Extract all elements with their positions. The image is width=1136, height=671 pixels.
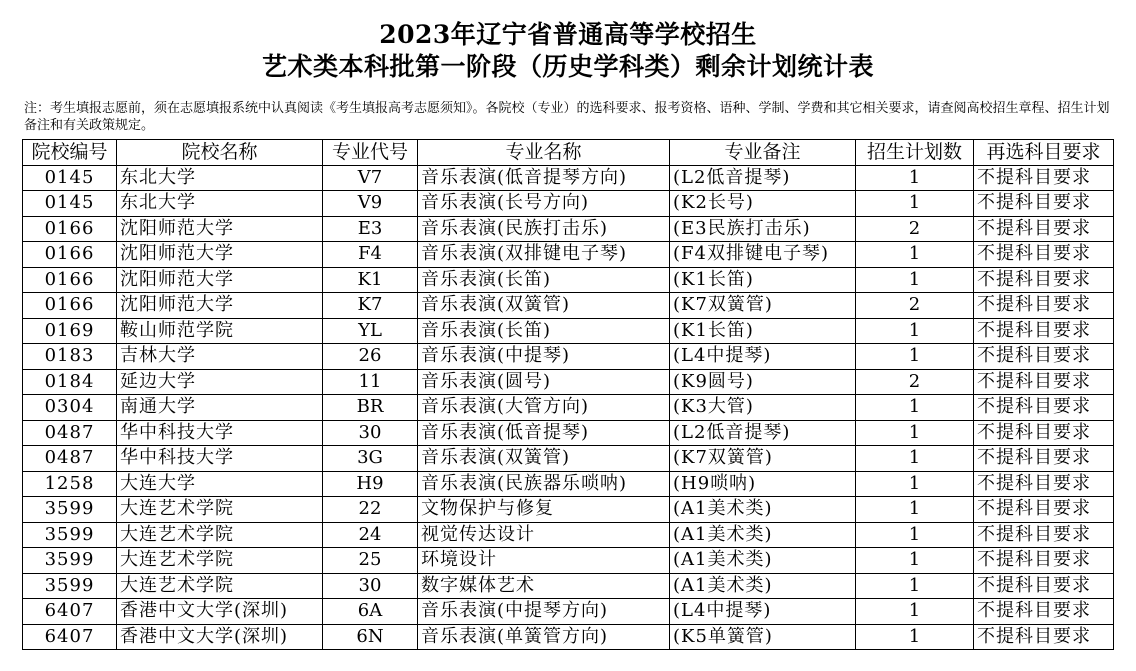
school-code-cell: 0145: [23, 191, 117, 217]
table-row: [23, 318, 1114, 344]
plan-count-cell: 1: [856, 573, 974, 599]
school-name-cell: 吉林大学: [117, 344, 323, 370]
major-remark-cell: (L2低音提琴): [670, 165, 856, 191]
plan-count-cell: 2: [856, 369, 974, 395]
subject-requirement-cell: 不提科目要求: [974, 420, 1114, 446]
subject-requirement-cell: 不提科目要求: [974, 344, 1114, 370]
major-code-cell: K7: [323, 293, 418, 319]
school-code-cell: 0487: [23, 446, 117, 472]
school-name-cell: 香港中文大学(深圳): [117, 624, 323, 650]
major-code-cell: V7: [323, 165, 418, 191]
major-code-cell: 6N: [323, 624, 418, 650]
major-name-cell: 环境设计: [418, 548, 670, 574]
notice-text: 注：考生填报志愿前，须在志愿填报系统中认真阅读《考生填报高考志愿须知》。各院校（专业）的选科要求、报考资格、语种、学制、学费和其它相关要求，请查阅高校招生章程、招生计划备注和有关政策规定。: [24, 101, 1110, 133]
plan-count-cell: 1: [856, 191, 974, 217]
subject-requirement-cell: 不提科目要求: [974, 293, 1114, 319]
school-code-cell: 6407: [23, 599, 117, 625]
school-name-cell: 香港中文大学(深圳): [117, 599, 323, 625]
school-code-cell: 0169: [23, 318, 117, 344]
major-name-cell: 音乐表演(长笛): [418, 318, 670, 344]
major-name-cell: 音乐表演(双簧管): [418, 293, 670, 319]
plan-count-cell: 1: [856, 548, 974, 574]
major-remark-cell: (K3大管): [670, 395, 856, 421]
table-row: [23, 165, 1114, 191]
subject-requirement-cell: 不提科目要求: [974, 191, 1114, 217]
major-code-cell: E3: [323, 216, 418, 242]
school-name-cell: 大连艺术学院: [117, 497, 323, 523]
subject-requirement-cell: 不提科目要求: [974, 395, 1114, 421]
column-header-school-code: 院校编号: [23, 140, 117, 166]
school-name-cell: 大连艺术学院: [117, 573, 323, 599]
subject-requirement-cell: 不提科目要求: [974, 267, 1114, 293]
subject-requirement-cell: 不提科目要求: [974, 471, 1114, 497]
school-name-cell: 鞍山师范学院: [117, 318, 323, 344]
column-header-subject-requirement: 再选科目要求: [974, 140, 1114, 166]
school-code-cell: 3599: [23, 522, 117, 548]
major-remark-cell: (K5单簧管): [670, 624, 856, 650]
plan-count-cell: 1: [856, 344, 974, 370]
major-code-cell: 30: [323, 573, 418, 599]
major-remark-cell: (K1长笛): [670, 267, 856, 293]
major-code-cell: 26: [323, 344, 418, 370]
plan-count-cell: 1: [856, 471, 974, 497]
table-row: [23, 599, 1114, 625]
subject-requirement-cell: 不提科目要求: [974, 497, 1114, 523]
table-row: [23, 548, 1114, 574]
school-code-cell: 3599: [23, 497, 117, 523]
major-name-cell: 音乐表演(中提琴方向): [418, 599, 670, 625]
major-remark-cell: (A1美术类): [670, 548, 856, 574]
school-name-cell: 东北大学: [117, 165, 323, 191]
column-header-major-name: 专业名称: [418, 140, 670, 166]
school-code-cell: 0166: [23, 216, 117, 242]
plan-count-cell: 2: [856, 216, 974, 242]
major-remark-cell: (K1长笛): [670, 318, 856, 344]
school-name-cell: 东北大学: [117, 191, 323, 217]
school-code-cell: 0166: [23, 242, 117, 268]
subject-requirement-cell: 不提科目要求: [974, 318, 1114, 344]
table-row: [23, 471, 1114, 497]
school-name-cell: 沈阳师范大学: [117, 242, 323, 268]
table-row: [23, 242, 1114, 268]
plan-count-cell: 1: [856, 395, 974, 421]
major-code-cell: 6A: [323, 599, 418, 625]
major-remark-cell: (L4中提琴): [670, 599, 856, 625]
column-header-school-name: 院校名称: [117, 140, 323, 166]
table-row: [23, 293, 1114, 319]
table-row: [23, 267, 1114, 293]
subject-requirement-cell: 不提科目要求: [974, 624, 1114, 650]
table-header-row: [23, 140, 1114, 166]
major-remark-cell: (H9唢呐): [670, 471, 856, 497]
subject-requirement-cell: 不提科目要求: [974, 242, 1114, 268]
page-title: 2023年辽宁省普通高等学校招生: [379, 20, 757, 49]
column-header-major-code: 专业代号: [323, 140, 418, 166]
plan-count-cell: 1: [856, 267, 974, 293]
major-remark-cell: (E3民族打击乐): [670, 216, 856, 242]
major-name-cell: 音乐表演(圆号): [418, 369, 670, 395]
major-code-cell: BR: [323, 395, 418, 421]
school-code-cell: 6407: [23, 624, 117, 650]
major-name-cell: 音乐表演(长号方向): [418, 191, 670, 217]
school-code-cell: 3599: [23, 573, 117, 599]
major-name-cell: 音乐表演(大管方向): [418, 395, 670, 421]
subject-requirement-cell: 不提科目要求: [974, 599, 1114, 625]
major-name-cell: 数字媒体艺术: [418, 573, 670, 599]
subject-requirement-cell: 不提科目要求: [974, 369, 1114, 395]
plan-count-cell: 1: [856, 165, 974, 191]
major-remark-cell: (K9圆号): [670, 369, 856, 395]
major-code-cell: 24: [323, 522, 418, 548]
major-remark-cell: (A1美术类): [670, 497, 856, 523]
table-row: [23, 216, 1114, 242]
school-name-cell: 大连大学: [117, 471, 323, 497]
school-name-cell: 南通大学: [117, 395, 323, 421]
major-remark-cell: (A1美术类): [670, 522, 856, 548]
major-name-cell: 音乐表演(民族器乐唢呐): [418, 471, 670, 497]
school-code-cell: 3599: [23, 548, 117, 574]
table-row: [23, 420, 1114, 446]
subject-requirement-cell: 不提科目要求: [974, 165, 1114, 191]
major-code-cell: 22: [323, 497, 418, 523]
plan-count-cell: 1: [856, 497, 974, 523]
major-remark-cell: (K2长号): [670, 191, 856, 217]
table-body: [23, 165, 1114, 650]
major-remark-cell: (L4中提琴): [670, 344, 856, 370]
plan-count-cell: 1: [856, 242, 974, 268]
plan-count-cell: 1: [856, 420, 974, 446]
school-code-cell: 0184: [23, 369, 117, 395]
subject-requirement-cell: 不提科目要求: [974, 548, 1114, 574]
table-row: [23, 344, 1114, 370]
major-name-cell: 视觉传达设计: [418, 522, 670, 548]
school-name-cell: 华中科技大学: [117, 446, 323, 472]
table-row: [23, 522, 1114, 548]
plan-count-cell: 1: [856, 624, 974, 650]
school-name-cell: 沈阳师范大学: [117, 293, 323, 319]
school-name-cell: 延边大学: [117, 369, 323, 395]
table-row: [23, 369, 1114, 395]
major-name-cell: 文物保护与修复: [418, 497, 670, 523]
major-code-cell: F4: [323, 242, 418, 268]
subject-requirement-cell: 不提科目要求: [974, 446, 1114, 472]
school-name-cell: 大连艺术学院: [117, 522, 323, 548]
table-row: [23, 446, 1114, 472]
subject-requirement-cell: 不提科目要求: [974, 522, 1114, 548]
major-code-cell: 11: [323, 369, 418, 395]
school-code-cell: 0304: [23, 395, 117, 421]
table-row: [23, 395, 1114, 421]
major-name-cell: 音乐表演(低音提琴方向): [418, 165, 670, 191]
major-code-cell: 30: [323, 420, 418, 446]
column-header-major-remark: 专业备注: [670, 140, 856, 166]
remaining-plan-table: [22, 139, 1114, 650]
plan-count-cell: 1: [856, 446, 974, 472]
major-name-cell: 音乐表演(中提琴): [418, 344, 670, 370]
school-code-cell: 0166: [23, 293, 117, 319]
major-name-cell: 音乐表演(民族打击乐): [418, 216, 670, 242]
major-code-cell: 3G: [323, 446, 418, 472]
major-code-cell: V9: [323, 191, 418, 217]
school-name-cell: 大连艺术学院: [117, 548, 323, 574]
column-header-plan-count: 招生计划数: [856, 140, 974, 166]
school-name-cell: 沈阳师范大学: [117, 216, 323, 242]
major-name-cell: 音乐表演(双排键电子琴): [418, 242, 670, 268]
major-name-cell: 音乐表演(单簧管方向): [418, 624, 670, 650]
major-remark-cell: (L2低音提琴): [670, 420, 856, 446]
major-remark-cell: (K7双簧管): [670, 446, 856, 472]
plan-count-cell: 2: [856, 293, 974, 319]
plan-count-cell: 1: [856, 318, 974, 344]
plan-count-cell: 1: [856, 599, 974, 625]
major-name-cell: 音乐表演(低音提琴): [418, 420, 670, 446]
major-code-cell: 25: [323, 548, 418, 574]
school-code-cell: 1258: [23, 471, 117, 497]
school-code-cell: 0183: [23, 344, 117, 370]
major-code-cell: YL: [323, 318, 418, 344]
subject-requirement-cell: 不提科目要求: [974, 216, 1114, 242]
major-name-cell: 音乐表演(双簧管): [418, 446, 670, 472]
major-remark-cell: (A1美术类): [670, 573, 856, 599]
table-row: [23, 573, 1114, 599]
plan-count-cell: 1: [856, 522, 974, 548]
school-name-cell: 沈阳师范大学: [117, 267, 323, 293]
major-remark-cell: (K7双簧管): [670, 293, 856, 319]
school-code-cell: 0487: [23, 420, 117, 446]
school-code-cell: 0145: [23, 165, 117, 191]
page-subtitle: 艺术类本科批第一阶段（历史学科类）剩余计划统计表: [261, 52, 874, 81]
major-code-cell: H9: [323, 471, 418, 497]
major-name-cell: 音乐表演(长笛): [418, 267, 670, 293]
school-name-cell: 华中科技大学: [117, 420, 323, 446]
table-row: [23, 191, 1114, 217]
school-code-cell: 0166: [23, 267, 117, 293]
major-remark-cell: (F4双排键电子琴): [670, 242, 856, 268]
major-code-cell: K1: [323, 267, 418, 293]
table-row: [23, 497, 1114, 523]
subject-requirement-cell: 不提科目要求: [974, 573, 1114, 599]
table-row: [23, 624, 1114, 650]
